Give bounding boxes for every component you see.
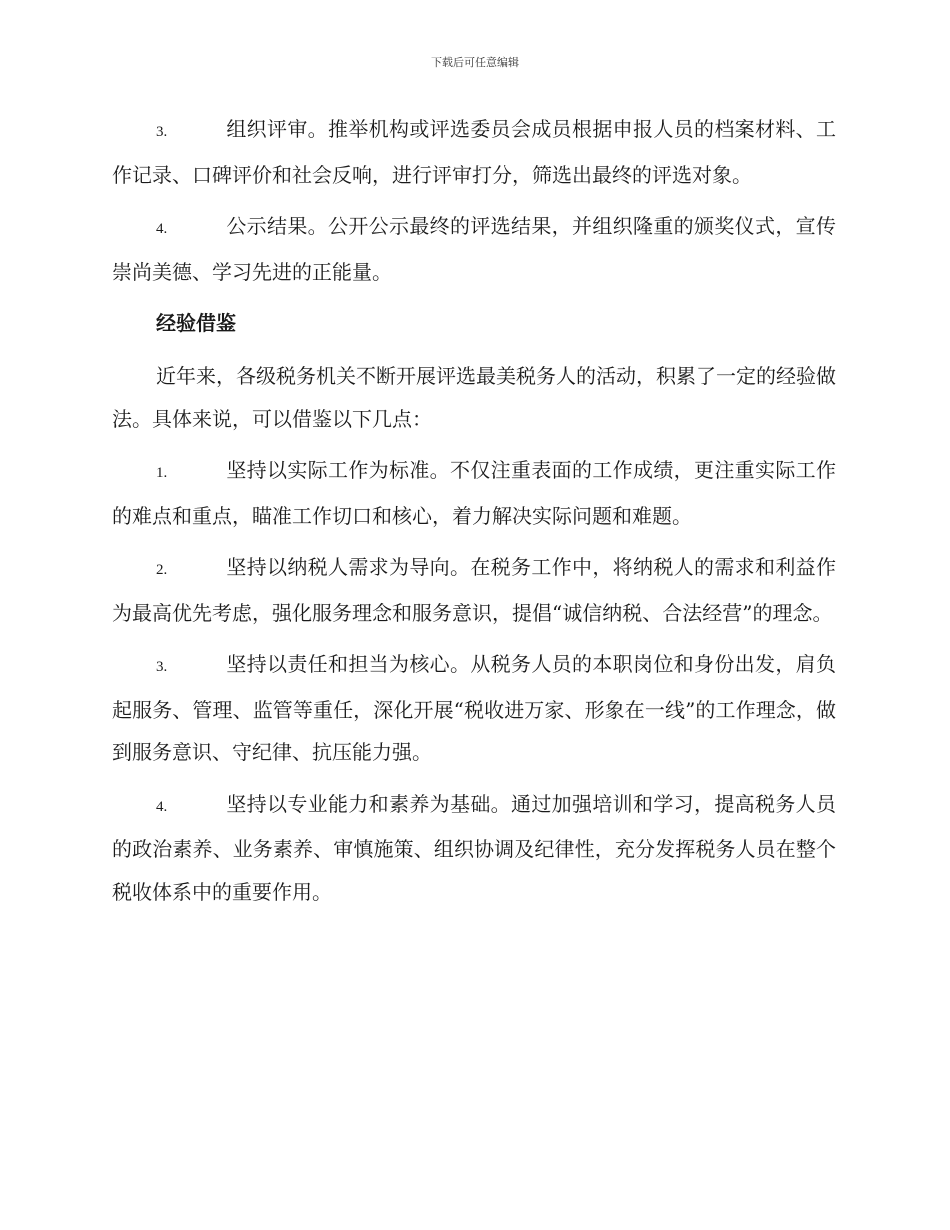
list-text: 公示结果。公开公示最终的评选结果，并组织隆重的颁奖仪式，宣传崇尚美德、学习先进的正能量。 xyxy=(112,214,836,284)
list-item xyxy=(112,449,836,537)
list-number: 3. xyxy=(156,124,168,140)
list-number: 4. xyxy=(156,221,168,237)
list-item xyxy=(112,783,836,914)
list-item xyxy=(112,205,836,293)
list-text: 坚持以实际工作为标准。不仅注重表面的工作成绩，更注重实际工作的难点和重点，瞄准工作切口和核心，着力解决实际问题和难题。 xyxy=(112,458,836,528)
section-heading: 经验借鉴 xyxy=(156,311,236,335)
document-body xyxy=(112,108,836,922)
list-text: 坚持以纳税人需求为导向。在税务工作中，将纳税人的需求和利益作为最高优先考虑，强化服务理念和服务意识，提倡“诚信纳税、合法经营”的理念。 xyxy=(112,555,836,625)
header-note: 下载后可任意编辑 xyxy=(431,56,519,69)
list-number: 4. xyxy=(156,798,168,815)
list-text: 组织评审。推举机构或评选委员会成员根据申报人员的档案材料、工作记录、口碑评价和社会反响，进行评审打分，筛选出最终的评选对象。 xyxy=(112,117,836,187)
list-item xyxy=(112,108,836,196)
list-number: 1. xyxy=(156,465,168,481)
list-text: 坚持以专业能力和素养为基础。通过加强培训和学习，提高税务人员的政治素养、业务素养、审慎施策、组织协调及纪律性，充分发挥税务人员在整个税收体系中的重要作用。 xyxy=(112,791,836,904)
intro-paragraph: 近年来，各级税务机关不断开展评选最美税务人的活动，积累了一定的经验做法。具体来说，可以借鉴以下几点： xyxy=(112,364,836,431)
list-number: 2. xyxy=(156,562,168,578)
list-text: 坚持以责任和担当为核心。从税务人员的本职岗位和身份出发，肩负起服务、管理、监管等重任，深化开展“税收进万家、形象在一线”的工作理念，做到服务意识、守纪律、抗压能力强。 xyxy=(112,652,836,764)
list-number: 3. xyxy=(156,659,168,675)
list-item xyxy=(112,643,836,774)
list-item xyxy=(112,546,836,634)
